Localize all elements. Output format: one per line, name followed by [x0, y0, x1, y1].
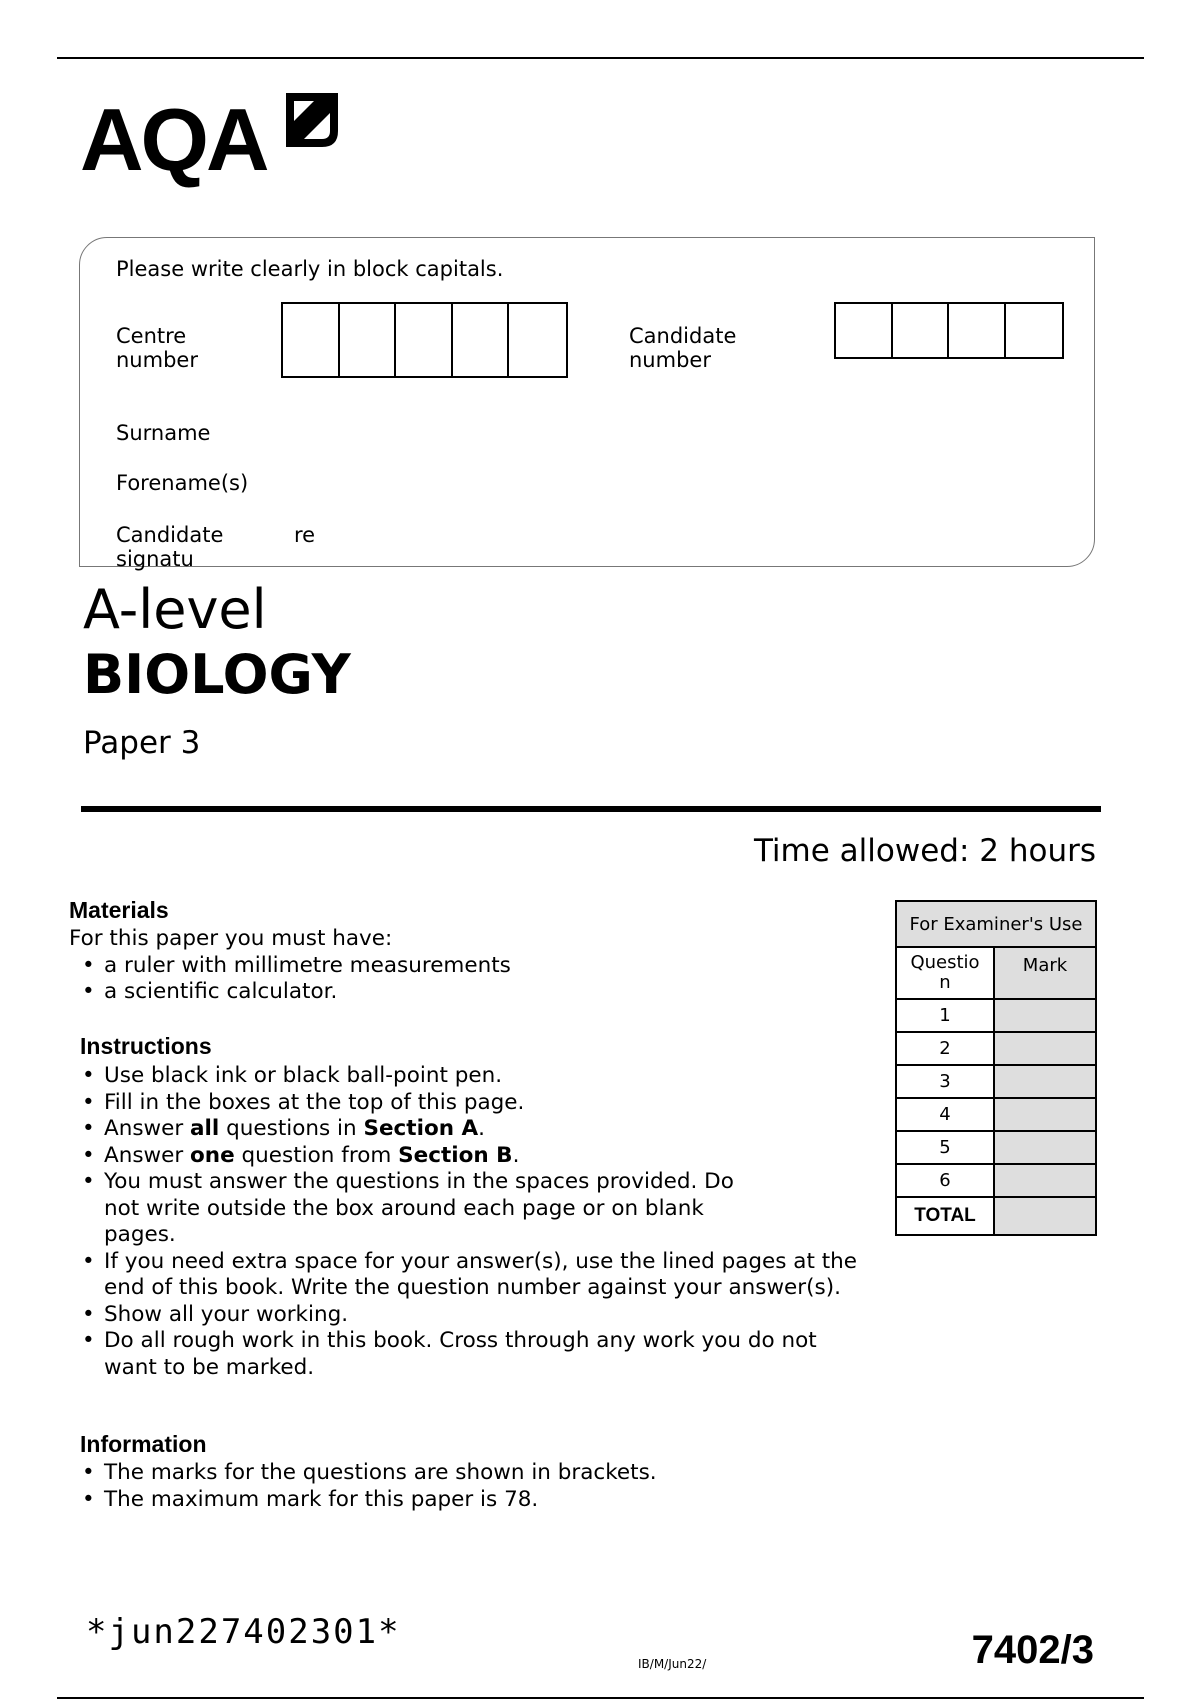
mark-cell[interactable]: [994, 1065, 1096, 1098]
centre-number-box[interactable]: [396, 304, 453, 376]
bottom-rule: [57, 1697, 1144, 1699]
surname-field[interactable]: [270, 410, 1070, 450]
centre-number-box[interactable]: [453, 304, 510, 376]
mark-cell[interactable]: [994, 1164, 1096, 1197]
block-capitals-instruction: Please write clearly in block capitals.: [116, 257, 504, 281]
materials-list: [80, 953, 849, 1006]
question-number: 3: [896, 1065, 994, 1098]
list-item: • You must answer the questions in the spaces provided. Do not write outside the box around each page or on blank pages.: [80, 1169, 764, 1249]
examiners-use-table: [895, 900, 1097, 1236]
aqa-logo-text: AQA: [80, 90, 267, 189]
surname-label: Surname: [116, 421, 211, 445]
signature-field[interactable]: [330, 512, 1070, 556]
forenames-label: Forename(s): [116, 471, 249, 495]
list-item: • a ruler with millimetre measurements: [80, 953, 849, 980]
candidate-signature-label: Candidate signatu: [116, 523, 224, 571]
forenames-field[interactable]: [270, 460, 1070, 500]
materials-heading: Materials: [69, 897, 169, 923]
paper-title: Paper 3: [83, 725, 201, 761]
centre-number-box[interactable]: [509, 304, 566, 376]
centre-number-box[interactable]: [340, 304, 397, 376]
materials-section: [69, 897, 849, 1006]
instructions-heading: Instructions: [80, 1033, 212, 1059]
centre-number-boxes[interactable]: [281, 302, 568, 378]
aqa-logo: [80, 90, 267, 189]
mark-column-header: Mark: [994, 947, 1096, 999]
candidate-number-label: Candidate number: [629, 324, 737, 372]
total-mark-cell[interactable]: [994, 1197, 1096, 1235]
mark-cell[interactable]: [994, 999, 1096, 1032]
question-column-header: Questio n: [896, 947, 994, 999]
title-divider: [81, 806, 1101, 812]
information-heading: Information: [80, 1431, 207, 1457]
list-item: • Fill in the boxes at the top of this page.: [80, 1090, 850, 1117]
information-list: [80, 1460, 850, 1513]
candidate-number-boxes[interactable]: [834, 302, 1064, 359]
list-item: • Do all rough work in this book. Cross through any work you do not want to be marked.: [80, 1328, 834, 1381]
total-label: TOTAL: [896, 1197, 994, 1235]
materials-intro: For this paper you must have:: [69, 926, 393, 951]
aqa-logo-mark-icon: [284, 91, 340, 149]
list-item: • Use black ink or black ball-point pen.: [80, 1063, 850, 1090]
centre-number-box[interactable]: [283, 304, 340, 376]
top-rule: [57, 57, 1144, 59]
qualification-level: A-level: [83, 578, 267, 641]
instructions-list: [80, 1063, 858, 1381]
mark-cell[interactable]: [994, 1032, 1096, 1065]
information-section: [80, 1431, 850, 1513]
question-number: 6: [896, 1164, 994, 1197]
candidate-number-box[interactable]: [893, 304, 950, 357]
candidate-number-box[interactable]: [949, 304, 1006, 357]
paper-reference: IB/M/Jun22/: [638, 1657, 707, 1671]
candidate-number-box[interactable]: [1006, 304, 1062, 357]
question-number: 1: [896, 999, 994, 1032]
list-item: • Answer one question from Section B.: [80, 1143, 850, 1170]
paper-code: 7402/3: [971, 1628, 1094, 1672]
time-allowed: Time allowed: 2 hours: [753, 833, 1096, 869]
candidate-signature-label-suffix: re: [294, 523, 316, 547]
list-item: • The maximum mark for this paper is 78.: [80, 1487, 850, 1514]
examiners-use-title: For Examiner's Use: [896, 901, 1096, 947]
list-item: • a scientific calculator.: [80, 979, 849, 1006]
question-number: 4: [896, 1098, 994, 1131]
question-number: 2: [896, 1032, 994, 1065]
mark-cell[interactable]: [994, 1131, 1096, 1164]
mark-cell[interactable]: [994, 1098, 1096, 1131]
question-number: 5: [896, 1131, 994, 1164]
list-item: • Answer all questions in Section A.: [80, 1116, 850, 1143]
list-item: • If you need extra space for your answer(s), use the lined pages at the end of this book. Write the question number against your answer(s).: [80, 1249, 864, 1302]
instructions-section: [80, 1033, 858, 1381]
barcode-text: *jun227402301*: [86, 1612, 401, 1652]
centre-number-label: Centre number: [116, 324, 198, 372]
list-item: • The marks for the questions are shown in brackets.: [80, 1460, 850, 1487]
subject-title: BIOLOGY: [83, 643, 351, 706]
candidate-number-box[interactable]: [836, 304, 893, 357]
list-item: • Show all your working.: [80, 1302, 850, 1329]
